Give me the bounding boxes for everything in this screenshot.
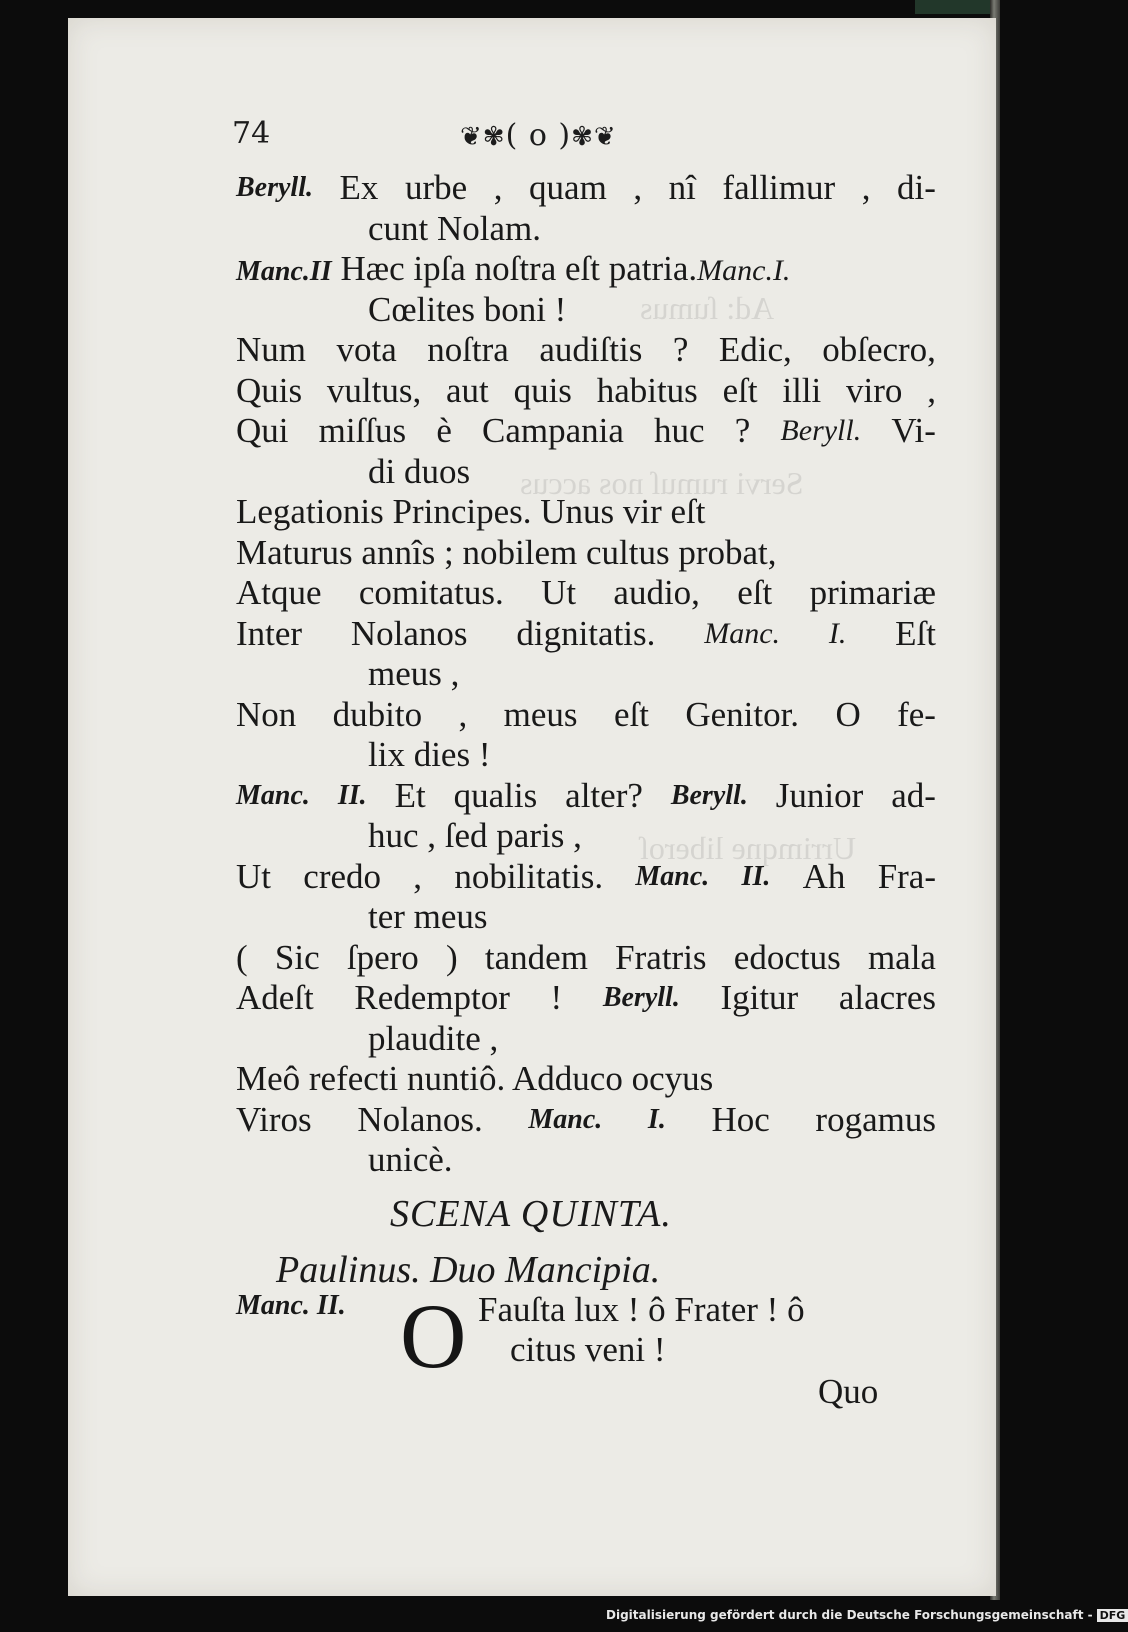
speaker-label: II.: [337, 779, 367, 811]
word: ,: [927, 370, 936, 410]
speaker-label: Beryll.: [602, 982, 680, 1013]
word: Hoc: [711, 1099, 770, 1139]
word: Genitor.: [685, 694, 800, 734]
text-line: [236, 533, 936, 574]
word: ,: [861, 168, 871, 207]
text-line: [236, 1140, 936, 1181]
show-through: Ad: ſumus: [640, 290, 775, 326]
word: comitatus.: [358, 573, 504, 612]
word: rogamus: [815, 1099, 936, 1139]
word: eſt: [722, 370, 758, 410]
word: Ah: [802, 856, 846, 896]
dfg-logo: DFG: [1097, 1609, 1128, 1622]
word: dignitatis.: [516, 613, 656, 653]
word: nobilitatis.: [454, 856, 604, 896]
text-segment: plaudite ,: [368, 1018, 499, 1058]
page-number: 74: [232, 116, 271, 151]
text-segment: meus ,: [368, 654, 460, 693]
word: urbe: [404, 168, 468, 207]
word: nî: [668, 168, 696, 207]
word: ?: [672, 330, 689, 369]
word: vultus,: [326, 370, 422, 410]
word: Edic,: [718, 330, 792, 369]
text-line: [236, 290, 936, 331]
word: Junior: [775, 775, 864, 815]
text-segment: Hæc ipſa noſtra eſt patria.: [331, 249, 698, 288]
speaker-label: Manc.: [236, 779, 310, 811]
text-line: [236, 168, 936, 209]
text-line: [236, 452, 936, 493]
running-head: [232, 116, 912, 162]
word: eſt: [737, 573, 773, 612]
text-line: [236, 249, 936, 290]
word: O: [835, 694, 861, 734]
fleuron-left-icon: ❦✾: [460, 122, 506, 152]
text-line: [236, 1059, 936, 1100]
word: dubito: [332, 694, 423, 734]
word: Non: [236, 694, 297, 734]
speaker-label: Beryll.: [670, 779, 748, 811]
word: Qui: [236, 411, 289, 450]
speaker-label: Beryll.: [236, 172, 313, 203]
text-segment: Meô refecti nuntiô. Adduco ocyus: [236, 1059, 714, 1098]
scene-line: citus veni !: [510, 1330, 666, 1369]
text-segment: Maturus annîs ; nobilem cultus probat,: [236, 532, 777, 572]
word: ſpero: [346, 937, 419, 977]
word: quis: [513, 370, 572, 410]
digitization-footer: [606, 1608, 1128, 1622]
text-segment: ter meus: [368, 897, 488, 936]
text-line: [236, 816, 936, 857]
text-line: [236, 735, 936, 776]
word: Num: [236, 330, 306, 369]
word: ): [446, 937, 458, 977]
word: !: [550, 978, 563, 1017]
word: tandem: [484, 937, 588, 977]
word: Atque: [236, 573, 322, 612]
word: noſtra: [427, 330, 509, 369]
word: audiſtis: [539, 330, 643, 369]
scene-title: SCENA QUINTA.: [390, 1193, 672, 1235]
text-segment: huc , ſed paris ,: [368, 816, 582, 855]
word: ,: [413, 856, 423, 896]
speaker-label: II.: [741, 860, 771, 892]
speaker-label: Manc.I.: [697, 254, 791, 287]
word: Nolanos: [350, 613, 468, 653]
text-line: [236, 897, 936, 938]
drop-capital: O: [400, 1285, 467, 1387]
word: di-: [897, 168, 936, 207]
word: Ut: [541, 573, 577, 612]
speaker-label: Manc.: [528, 1103, 603, 1135]
speaker-label: Manc.: [635, 860, 710, 892]
word: Vi-: [891, 411, 936, 450]
speaker-label: I.: [828, 616, 847, 650]
text-segment: cunt Nolam.: [368, 208, 542, 248]
running-head-text: ( o ): [505, 118, 572, 153]
word: ad-: [891, 775, 936, 815]
fleuron-right-icon: ✾❦: [571, 122, 617, 152]
word: eſt: [613, 694, 649, 734]
catchword: Quo: [818, 1372, 879, 1411]
word: Fratris: [615, 937, 707, 977]
word: Inter: [236, 613, 303, 653]
word: edoctus: [733, 937, 841, 977]
word: Quis: [236, 370, 303, 410]
word: credo: [303, 856, 382, 896]
header-ornament: [460, 118, 617, 153]
word: obſecro,: [822, 330, 936, 369]
text-line: [236, 330, 936, 371]
text-line: [236, 1019, 936, 1060]
show-through: Urrimqne liberoſ: [640, 830, 856, 866]
show-through: Servi rumuſ nos accus: [520, 465, 804, 501]
speaker-label: I.: [647, 1103, 666, 1135]
word: audio,: [613, 573, 700, 612]
text-line: [236, 492, 936, 533]
word: Igitur: [720, 978, 799, 1017]
word: illi: [782, 370, 822, 410]
word: Viros: [236, 1099, 312, 1139]
word: ,: [633, 168, 643, 207]
word: mala: [867, 937, 936, 977]
text-segment: lix dies !: [368, 735, 491, 774]
word: primariæ: [809, 573, 936, 612]
word: (: [236, 937, 248, 977]
text-line: [236, 614, 936, 655]
word: ,: [493, 168, 503, 207]
word: qualis: [453, 775, 538, 815]
speaker-label: Manc.: [704, 616, 781, 650]
text-line: [236, 978, 936, 1019]
speaker-label: Beryll.: [780, 414, 862, 447]
word: Et: [394, 775, 426, 815]
body-text: [236, 168, 936, 1181]
word: Fra-: [877, 856, 936, 896]
text-line: [236, 1100, 936, 1141]
text-segment: di duos: [368, 451, 471, 491]
text-line: [236, 209, 936, 250]
word: aut: [446, 370, 489, 410]
word: fe-: [897, 694, 936, 734]
speaker-label: Manc.II: [236, 256, 332, 287]
word: vota: [336, 330, 397, 369]
word: viro: [846, 370, 903, 410]
word: è: [436, 411, 452, 450]
word: meus: [503, 694, 578, 734]
word: Sic: [274, 937, 320, 977]
text-line: [236, 573, 936, 614]
word: habitus: [596, 370, 698, 410]
word: alacres: [838, 978, 936, 1017]
text-segment: Legationis Principes. Unus vir eſt: [236, 492, 706, 531]
word: ,: [458, 694, 468, 734]
text-line: [236, 371, 936, 412]
text-line: [236, 857, 936, 898]
word: miſſus: [318, 411, 407, 450]
word: Ut: [236, 856, 271, 896]
word: quam: [529, 168, 607, 207]
word: Redemptor: [354, 978, 510, 1017]
text-line: [236, 654, 936, 695]
word: Adeſt: [236, 978, 314, 1017]
word: alter?: [565, 775, 643, 815]
text-line: [236, 695, 936, 736]
text-segment: Cœlites boni !: [368, 289, 567, 329]
text-line: [236, 776, 936, 817]
word: Campania: [482, 411, 624, 450]
word: huc: [654, 411, 705, 450]
word: fallimur: [722, 168, 836, 207]
text-segment: unicè.: [368, 1140, 453, 1179]
word: ?: [734, 411, 751, 450]
speaker-label: Manc. II.: [236, 1290, 346, 1321]
text-line: [236, 938, 936, 979]
binding-edge: [915, 0, 1000, 14]
text-line: [236, 411, 936, 452]
word: Ex: [339, 168, 379, 207]
word: Nolanos.: [357, 1099, 483, 1139]
footer-text: Digitalisierung gefördert durch die Deutsche Forschungsgemeinschaft -: [606, 1608, 1093, 1622]
word: Eſt: [895, 613, 936, 653]
scene-line: Fauſta lux ! ô Frater ! ô: [478, 1290, 805, 1329]
dramatis-personae: Paulinus. Duo Mancipia.: [276, 1249, 661, 1291]
